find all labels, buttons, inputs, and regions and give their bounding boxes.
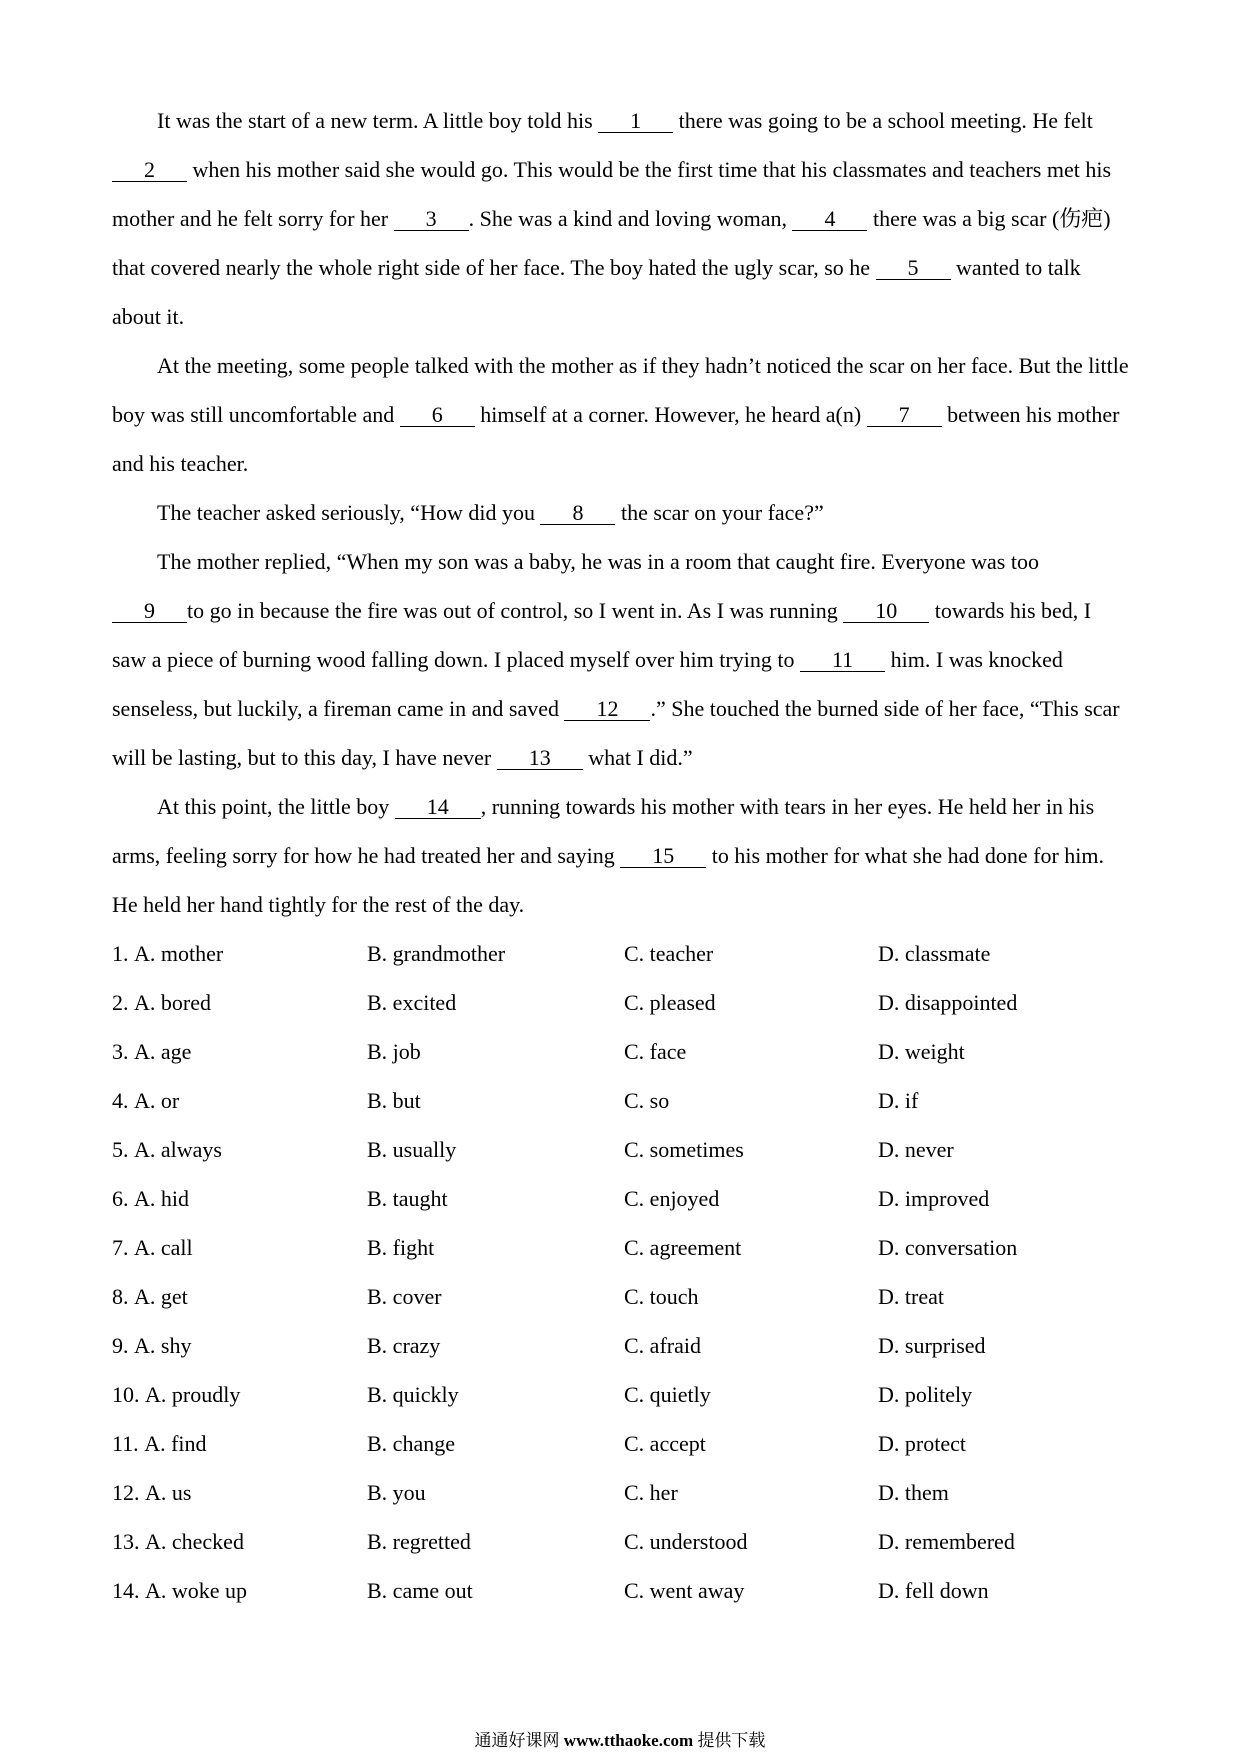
question-number: 9. xyxy=(112,1333,129,1358)
option-a: A. proudly xyxy=(145,1382,241,1407)
option-cell xyxy=(112,1076,367,1125)
passage-text: there was a big scar (伤疤) xyxy=(867,206,1111,231)
option-a: A. or xyxy=(134,1088,180,1113)
option-b: B. taught xyxy=(367,1186,448,1211)
option-cell xyxy=(624,1076,878,1125)
option-cell xyxy=(367,1468,624,1517)
option-c: C. went away xyxy=(624,1578,745,1603)
passage-text: arms, feeling sorry for how he had treated her and saying xyxy=(112,843,621,868)
option-cell xyxy=(112,929,367,978)
option-cell xyxy=(624,1419,878,1468)
option-a: A. find xyxy=(144,1431,207,1456)
passage-line xyxy=(112,635,1137,684)
passage-line xyxy=(112,194,1137,243)
option-cell xyxy=(878,1125,1118,1174)
passage-text: to his mother for what she had done for him. xyxy=(706,843,1105,868)
question-options-row xyxy=(112,1223,1137,1272)
option-cell xyxy=(878,929,1118,978)
option-b: B. came out xyxy=(367,1578,473,1603)
option-a: A. always xyxy=(134,1137,222,1162)
question-number: 12. xyxy=(112,1480,140,1505)
option-c: C. sometimes xyxy=(624,1137,744,1162)
option-d: D. treat xyxy=(878,1284,944,1309)
option-cell xyxy=(367,1076,624,1125)
option-cell xyxy=(367,1419,624,1468)
passage-paragraph xyxy=(112,782,1137,929)
option-cell xyxy=(624,1125,878,1174)
option-cell xyxy=(112,1321,367,1370)
passage-text: , running towards his mother with tears in her eyes. He held her in his xyxy=(480,794,1095,819)
option-b: B. usually xyxy=(367,1137,457,1162)
option-b: B. fight xyxy=(367,1235,435,1260)
question-number: 13. xyxy=(112,1529,140,1554)
question-options-row xyxy=(112,929,1137,978)
option-cell xyxy=(878,1517,1118,1566)
option-cell xyxy=(367,1174,624,1223)
option-c: C. touch xyxy=(624,1284,699,1309)
option-cell xyxy=(367,1517,624,1566)
option-d: D. protect xyxy=(878,1431,966,1456)
passage-text: himself at a corner. However, he heard a(n) xyxy=(474,402,867,427)
option-d: D. fell down xyxy=(878,1578,989,1603)
option-c: C. enjoyed xyxy=(624,1186,720,1211)
option-a: A. bored xyxy=(134,990,211,1015)
option-b: B. quickly xyxy=(367,1382,459,1407)
option-cell xyxy=(624,1027,878,1076)
option-b: B. excited xyxy=(367,990,457,1015)
option-d: D. remembered xyxy=(878,1529,1015,1554)
option-d: D. improved xyxy=(878,1186,990,1211)
passage-text: mother and he felt sorry for her xyxy=(112,206,394,231)
option-b: B. job xyxy=(367,1039,421,1064)
footer-suffix: 提供下载 xyxy=(697,1731,766,1750)
passage-text: .” She touched the burned side of her face, “This scar xyxy=(650,696,1120,721)
passage-text: The teacher asked seriously, “How did you xyxy=(157,500,541,525)
option-cell xyxy=(112,1419,367,1468)
option-cell xyxy=(624,1566,878,1615)
option-cell xyxy=(112,1125,367,1174)
option-cell xyxy=(112,1223,367,1272)
question-options-row xyxy=(112,1076,1137,1125)
passage-line xyxy=(112,390,1137,439)
option-cell xyxy=(367,1223,624,1272)
option-cell xyxy=(878,1272,1118,1321)
option-c: C. her xyxy=(624,1480,678,1505)
option-cell xyxy=(878,1174,1118,1223)
blank-11: 11 xyxy=(800,649,885,672)
passage-text: At the meeting, some people talked with the mother as if they hadn’t noticed the scar on her face. But the little xyxy=(157,353,1129,378)
option-c: C. agreement xyxy=(624,1235,742,1260)
option-cell xyxy=(367,1027,624,1076)
option-cell xyxy=(624,1517,878,1566)
option-c: C. understood xyxy=(624,1529,748,1554)
blank-1: 1 xyxy=(598,110,673,133)
question-options-row xyxy=(112,1321,1137,1370)
question-number: 1. xyxy=(112,941,129,966)
option-cell xyxy=(367,1370,624,1419)
option-cell xyxy=(878,1027,1118,1076)
question-number: 6. xyxy=(112,1186,129,1211)
answer-options xyxy=(112,929,1137,1615)
passage-text: will be lasting, but to this day, I have never xyxy=(112,745,497,770)
option-cell xyxy=(112,1517,367,1566)
question-options-row xyxy=(112,1272,1137,1321)
option-d: D. politely xyxy=(878,1382,973,1407)
footer-site-name: 通通好课网 xyxy=(474,1731,560,1750)
option-a: A. shy xyxy=(134,1333,192,1358)
option-d: D. weight xyxy=(878,1039,965,1064)
passage-text: the scar on your face?” xyxy=(615,500,824,525)
option-cell xyxy=(624,1468,878,1517)
option-b: B. you xyxy=(367,1480,426,1505)
passage-text: towards his bed, I xyxy=(929,598,1092,623)
blank-4: 4 xyxy=(792,208,867,231)
option-cell xyxy=(367,1272,624,1321)
option-cell xyxy=(112,1027,367,1076)
blank-3: 3 xyxy=(394,208,469,231)
option-cell xyxy=(112,1370,367,1419)
blank-9: 9 xyxy=(112,600,187,623)
option-b: B. regretted xyxy=(367,1529,471,1554)
option-a: A. us xyxy=(145,1480,192,1505)
option-d: D. surprised xyxy=(878,1333,986,1358)
option-cell xyxy=(367,978,624,1027)
option-cell xyxy=(367,1321,624,1370)
option-d: D. classmate xyxy=(878,941,991,966)
blank-13: 13 xyxy=(497,747,583,770)
option-b: B. grandmother xyxy=(367,941,506,966)
question-options-row xyxy=(112,1370,1137,1419)
option-cell xyxy=(367,1566,624,1615)
passage-text: what I did.” xyxy=(582,745,693,770)
cloze-test xyxy=(112,96,1137,1615)
option-c: C. face xyxy=(624,1039,687,1064)
question-number: 8. xyxy=(112,1284,129,1309)
passage-text: saw a piece of burning wood falling down. I placed myself over him trying to xyxy=(112,647,800,672)
option-cell xyxy=(624,929,878,978)
passage-line xyxy=(112,586,1137,635)
passage-text: about it. xyxy=(112,304,185,329)
passage-line xyxy=(112,341,1137,390)
blank-8: 8 xyxy=(540,502,615,525)
option-cell xyxy=(112,978,367,1027)
option-cell xyxy=(112,1468,367,1517)
option-cell xyxy=(624,1174,878,1223)
option-cell xyxy=(624,1321,878,1370)
question-options-row xyxy=(112,1174,1137,1223)
option-d: D. them xyxy=(878,1480,949,1505)
question-number: 10. xyxy=(112,1382,140,1407)
footer-url: www.tthaoke.com xyxy=(563,1731,694,1750)
question-number: 5. xyxy=(112,1137,129,1162)
passage-text: The mother replied, “When my son was a baby, he was in a room that caught fire. Everyone was too xyxy=(157,549,1039,574)
option-a: A. hid xyxy=(134,1186,189,1211)
question-options-row xyxy=(112,1027,1137,1076)
passage-text: and his teacher. xyxy=(112,451,249,476)
question-options-row xyxy=(112,1517,1137,1566)
passage-text: there was going to be a school meeting. He felt xyxy=(673,108,1093,133)
option-c: C. afraid xyxy=(624,1333,701,1358)
option-cell xyxy=(624,978,878,1027)
option-cell xyxy=(878,1321,1118,1370)
passage-line xyxy=(112,439,1137,488)
question-number: 2. xyxy=(112,990,129,1015)
option-cell xyxy=(878,1419,1118,1468)
option-c: C. quietly xyxy=(624,1382,711,1407)
option-cell xyxy=(112,1272,367,1321)
option-b: B. but xyxy=(367,1088,421,1113)
question-number: 3. xyxy=(112,1039,129,1064)
option-cell xyxy=(367,929,624,978)
option-d: D. disappointed xyxy=(878,990,1018,1015)
option-cell xyxy=(878,1370,1118,1419)
question-options-row xyxy=(112,978,1137,1027)
option-d: D. never xyxy=(878,1137,954,1162)
page-footer xyxy=(0,1731,1240,1751)
passage-line xyxy=(112,145,1137,194)
option-a: A. mother xyxy=(134,941,224,966)
passage-text: At this point, the little boy xyxy=(157,794,395,819)
blank-15: 15 xyxy=(620,845,706,868)
option-c: C. so xyxy=(624,1088,670,1113)
passage-line xyxy=(112,537,1137,586)
option-a: A. get xyxy=(134,1284,188,1309)
passage-text: when his mother said she would go. This would be the first time that his classmates and teachers met his xyxy=(187,157,1112,182)
option-a: A. checked xyxy=(145,1529,244,1554)
question-number: 11. xyxy=(112,1431,139,1456)
option-a: A. age xyxy=(134,1039,192,1064)
passage-text: him. I was knocked xyxy=(885,647,1063,672)
question-number: 7. xyxy=(112,1235,129,1260)
passage-text: that covered nearly the whole right side of her face. The boy hated the ugly scar, so he xyxy=(112,255,876,280)
passage-line xyxy=(112,782,1137,831)
option-cell xyxy=(624,1370,878,1419)
option-c: C. pleased xyxy=(624,990,716,1015)
option-d: D. conversation xyxy=(878,1235,1018,1260)
passage-paragraph xyxy=(112,96,1137,341)
question-number: 4. xyxy=(112,1088,129,1113)
option-b: B. change xyxy=(367,1431,455,1456)
passage-text: . She was a kind and loving woman, xyxy=(468,206,793,231)
blank-10: 10 xyxy=(843,600,929,623)
option-cell xyxy=(878,1566,1118,1615)
option-b: B. cover xyxy=(367,1284,442,1309)
passage-text: between his mother xyxy=(941,402,1120,427)
blank-14: 14 xyxy=(395,796,481,819)
question-number: 14. xyxy=(112,1578,140,1603)
passage-line xyxy=(112,733,1137,782)
option-d: D. if xyxy=(878,1088,919,1113)
option-cell xyxy=(624,1272,878,1321)
question-options-row xyxy=(112,1468,1137,1517)
option-cell xyxy=(112,1174,367,1223)
option-cell xyxy=(878,978,1118,1027)
passage-text: to go in because the fire was out of control, so I went in. As I was running xyxy=(187,598,844,623)
passage-paragraph xyxy=(112,537,1137,782)
passage-paragraph xyxy=(112,488,1137,537)
option-cell xyxy=(878,1076,1118,1125)
option-cell xyxy=(112,1566,367,1615)
passage-text: boy was still uncomfortable and xyxy=(112,402,400,427)
passage-line xyxy=(112,880,1137,929)
passage-line xyxy=(112,292,1137,341)
passage-line xyxy=(112,96,1137,145)
passage-text: wanted to talk xyxy=(950,255,1081,280)
option-cell xyxy=(878,1468,1118,1517)
passage-line xyxy=(112,243,1137,292)
option-c: C. teacher xyxy=(624,941,714,966)
option-a: A. call xyxy=(134,1235,193,1260)
question-options-row xyxy=(112,1125,1137,1174)
passage-line xyxy=(112,831,1137,880)
blank-7: 7 xyxy=(867,404,942,427)
passage-line xyxy=(112,488,1137,537)
option-cell xyxy=(624,1223,878,1272)
passage-text: It was the start of a new term. A little boy told his xyxy=(157,108,599,133)
blank-6: 6 xyxy=(400,404,475,427)
option-cell xyxy=(367,1125,624,1174)
option-a: A. woke up xyxy=(145,1578,248,1603)
question-options-row xyxy=(112,1419,1137,1468)
blank-12: 12 xyxy=(564,698,650,721)
option-b: B. crazy xyxy=(367,1333,441,1358)
option-c: C. accept xyxy=(624,1431,706,1456)
passage-text: He held her hand tightly for the rest of the day. xyxy=(112,892,525,917)
passage-line xyxy=(112,684,1137,733)
passage-paragraph xyxy=(112,341,1137,488)
blank-2: 2 xyxy=(112,159,187,182)
passage-text: senseless, but luckily, a fireman came in and saved xyxy=(112,696,565,721)
blank-5: 5 xyxy=(876,257,951,280)
reading-passage xyxy=(112,96,1137,929)
question-options-row xyxy=(112,1566,1137,1615)
option-cell xyxy=(878,1223,1118,1272)
